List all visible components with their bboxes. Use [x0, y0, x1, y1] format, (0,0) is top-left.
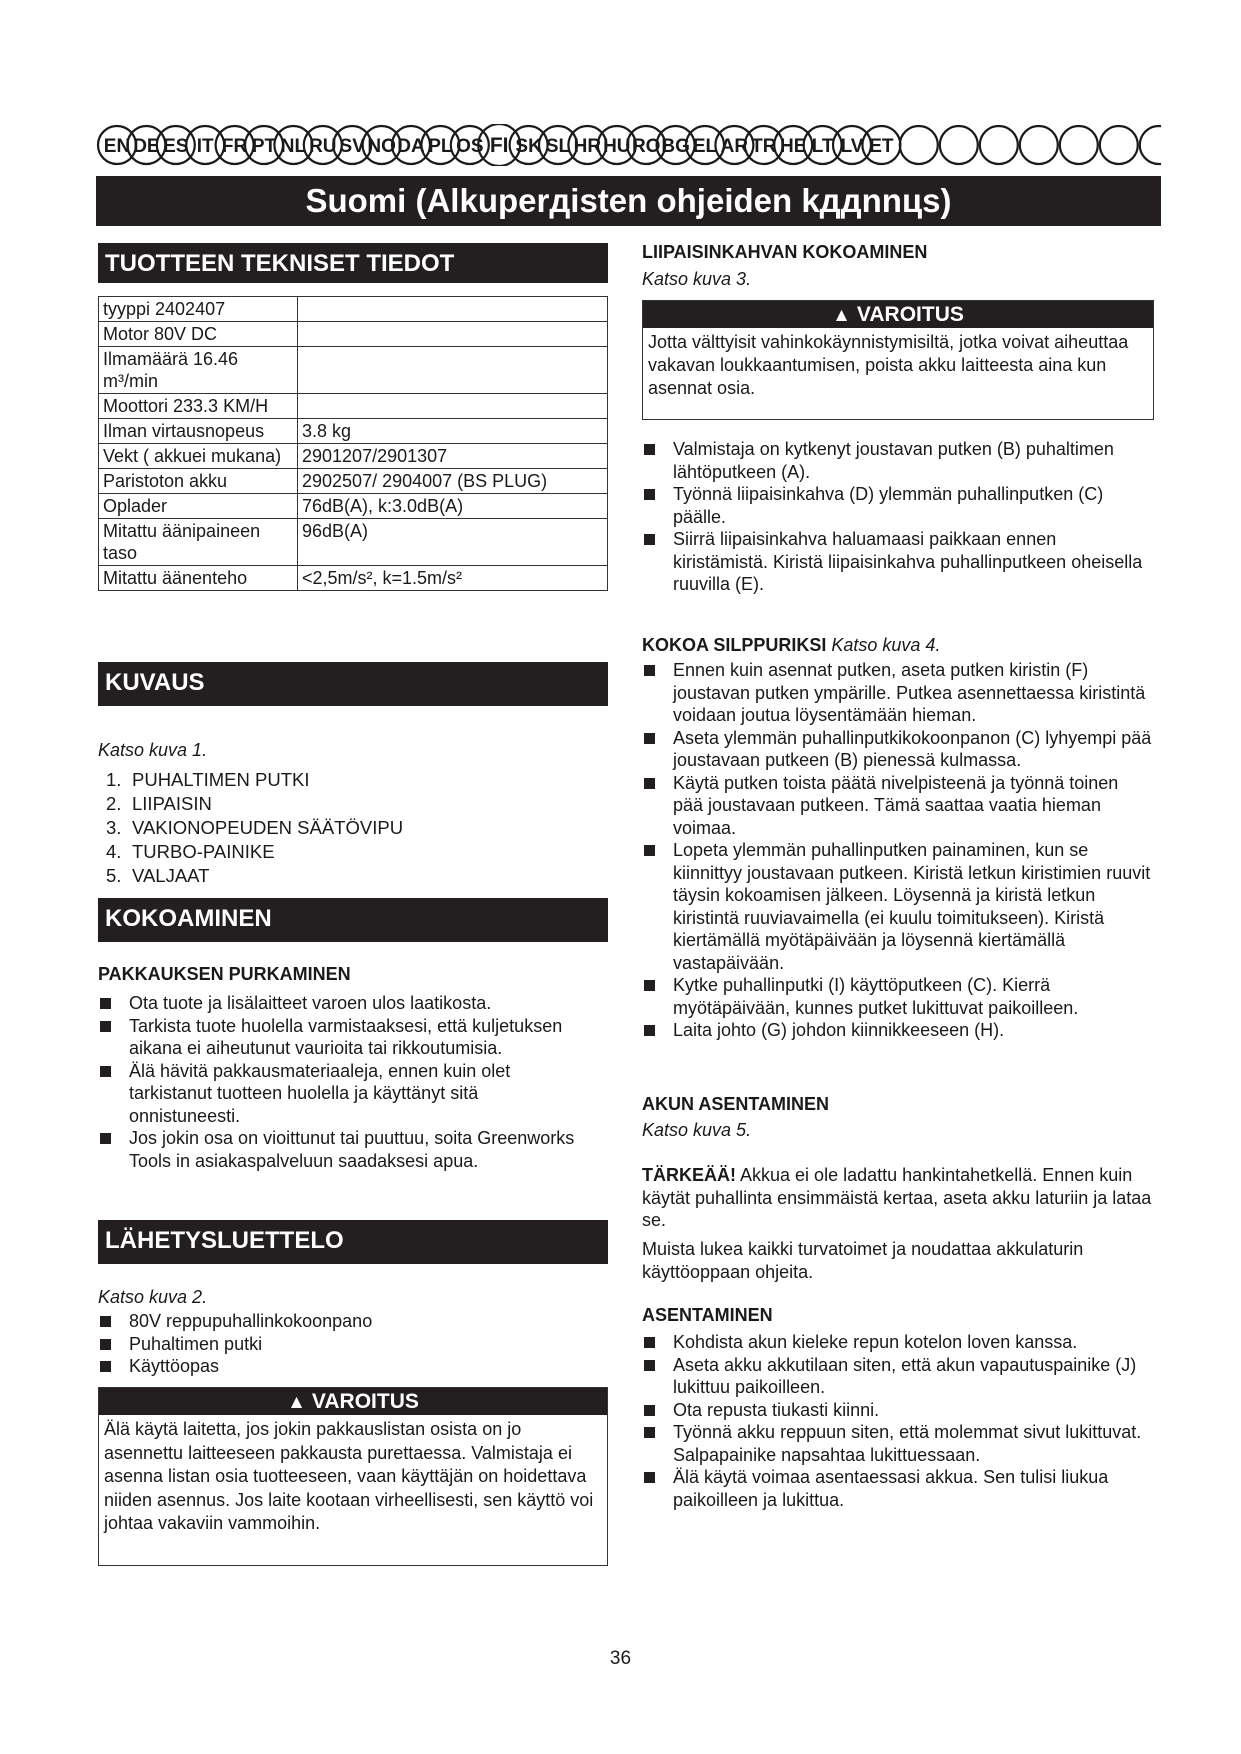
part-item	[98, 864, 598, 888]
language-label: DE	[133, 136, 160, 157]
language-selector	[96, 124, 1161, 166]
part-name: TURBO-PAINIKE	[132, 841, 275, 862]
shredder-heading: KOKOA SILPPURIKSI	[642, 635, 827, 655]
section-heading-lahetys: LÄHETYSLUETTELO	[98, 1220, 608, 1264]
warning-header	[643, 301, 1153, 328]
spec-label: Mitattu äänipaineen taso	[99, 519, 298, 566]
section-heading-kuvaus: KUVAUS	[98, 662, 608, 706]
asentaminen-item: Työnnä akku reppuun siten, että molemmat sivut lukittuvat. Salpapainike napsahtaa lukittuessaan.	[642, 1421, 1152, 1466]
language-label: SV	[339, 136, 365, 157]
spec-label: Vekt ( akkuei mukana)	[99, 444, 298, 469]
warning-title: VAROITUS	[856, 303, 964, 326]
spec-label: Ilmamäärä 16.46 m³/min	[99, 347, 298, 394]
part-item	[98, 816, 598, 840]
language-label: LV	[840, 136, 864, 157]
language-label: HR	[573, 136, 602, 157]
spec-value	[298, 297, 608, 322]
language-label: RO	[631, 136, 661, 157]
specs-row	[99, 469, 608, 494]
parts-list	[98, 768, 598, 888]
section-heading-specs: TUOTTEEN TEKNISET TIEDOT	[98, 243, 608, 283]
sub-heading-unpacking: PAKKAUKSEN PURKAMINEN	[98, 964, 351, 984]
language-label: RU	[309, 136, 337, 157]
part-number: 3.	[106, 817, 122, 838]
specs-row	[99, 347, 608, 394]
kokoaminen-item: Ota tuote ja lisälaitteet varoen ulos laatikosta.	[98, 992, 583, 1015]
warning-header	[99, 1388, 607, 1415]
language-label: IT	[196, 136, 214, 157]
sub-heading-trigger: LIIPAISINKAHVAN KOKOAMINEN	[642, 242, 928, 262]
language-circle-empty	[900, 126, 938, 164]
part-item	[98, 768, 598, 792]
language-label: FR	[221, 136, 248, 157]
specs-row	[99, 444, 608, 469]
asentaminen-item: Kohdista akun kieleke repun kotelon loven kanssa.	[642, 1331, 1152, 1354]
figure-ref-4: Katso kuva 4.	[831, 635, 941, 655]
silppuri-item: Lopeta ylemmän puhallinputken painaminen, kun se kiinnittyy joustavaan putkeen. Kiristä letkun kiristimien ruuvit täysin kokoamisen jälkeen. Löysennä ja kiristä letkun kiristintä ruuviavaimella (ei kuulu toimitukseen). Kiristä kiertämällä myötäpäivään ja löysennä kiertämällä vastapäivään.	[642, 839, 1152, 974]
specs-row	[99, 394, 608, 419]
sub-heading-install: ASENTAMINEN	[642, 1305, 773, 1325]
asentaminen-item: Älä käytä voimaa asentaessasi akkua. Sen tulisi liukua paikoilleen ja lukittua.	[642, 1466, 1152, 1511]
warning-triangle-icon: ▲	[832, 305, 851, 326]
spec-label: tyyppi 2402407	[99, 297, 298, 322]
silppuri-item: Kytke puhallinputki (I) käyttöputkeen (C). Kierrä myötäpäivään, kunnes putket lukittuvat paikoilleen.	[642, 974, 1152, 1019]
specs-row	[99, 322, 608, 347]
language-label: PL	[428, 136, 453, 157]
language-label: ES	[163, 136, 189, 157]
language-label: DA	[397, 136, 425, 157]
page-number: 36	[609, 1648, 632, 1669]
spec-label: Oplader	[99, 494, 298, 519]
shredder-steps-list	[642, 659, 1152, 1042]
part-name: VAKIONOPEUDEN SÄÄTÖVIPU	[132, 817, 404, 838]
packing-list	[98, 1310, 583, 1378]
spec-value	[298, 394, 608, 419]
silppuri-item: Aseta ylemmän puhallinputkikokoonpanon (C) lyhyempi pää joustavaan putkeen (B) pienessä kulmassa.	[642, 727, 1152, 772]
spec-value: 76dB(A), k:3.0dB(A)	[298, 494, 608, 519]
warning-text: Jotta välttyisit vahinkokäynnistymisiltä, jotka voivat aiheuttaa vakavan loukkaantumisen, poista akku laitteesta aina kun asennat osia.	[648, 332, 1129, 398]
language-label: HU	[603, 136, 631, 157]
section-heading-kokoaminen: KOKOAMINEN	[98, 898, 608, 942]
part-number: 4.	[106, 841, 122, 862]
spec-value: 96dB(A)	[298, 519, 608, 566]
language-label: AR	[720, 136, 749, 157]
spec-label: Paristoton akku	[99, 469, 298, 494]
warning-title: VAROITUS	[311, 1390, 419, 1413]
language-label: SL	[545, 136, 571, 157]
silppuri-item: Laita johto (G) johdon kiinnikkeeseen (H).	[642, 1019, 1152, 1042]
specs-row	[99, 519, 608, 566]
part-number: 1.	[106, 769, 122, 790]
liipaisin-item: Valmistaja on kytkenyt joustavan putken (B) puhaltimen lähtöputkeen (A).	[642, 438, 1152, 483]
figure-ref-1: Katso kuva 1.	[98, 740, 208, 760]
charger-note: Muista lukea kaikki turvatoimet ja noudattaa akkulaturin käyttöoppaan ohjeita.	[642, 1239, 1084, 1282]
silppuri-item: Ennen kuin asennat putken, aseta putken kiristin (F) joustavan putken ympärille. Putkea asennettaessa kiristintä voidaan joutua löysentämään hieman.	[642, 659, 1152, 727]
asentaminen-item: Ota repusta tiukasti kiinni.	[642, 1399, 1152, 1422]
language-label: PT	[251, 136, 277, 157]
language-label: ET	[869, 136, 894, 157]
sub-heading-battery: AKUN ASENTAMINEN	[642, 1094, 829, 1114]
language-bar	[96, 124, 1161, 166]
language-circle-empty	[980, 126, 1018, 164]
unpacking-list	[98, 992, 583, 1172]
install-steps-list	[642, 1331, 1152, 1511]
specs-row	[99, 419, 608, 444]
warning-text: Älä käytä laitetta, jos jokin pakkauslistan osista on jo asennettu laitteeseen pakkausta purettaessa. Valmistaja ei asenna listan osia tuotteeseen, vaan käyttäjän on hoidettava niiden asennus. Jos laite kootaan virheellisesti, sen käyttö voi johtaa vakaviin vammoihin.	[104, 1419, 594, 1533]
important-paragraph	[642, 1164, 1152, 1232]
part-number: 5.	[106, 865, 122, 886]
spec-value: 2901207/2901307	[298, 444, 608, 469]
specs-row	[99, 297, 608, 322]
sub-heading-shredder	[642, 634, 940, 657]
important-label: TÄRKEÄÄ!	[642, 1165, 736, 1185]
language-circle-empty	[1020, 126, 1058, 164]
kokoaminen-item: Jos jokin osa on vioittunut tai puuttuu, soita Greenworks Tools in asiakaspalveluun saadaksesi apua.	[98, 1127, 583, 1172]
figure-ref-5: Katso kuva 5.	[642, 1120, 752, 1140]
figure-ref-3: Katso kuva 3.	[642, 269, 752, 289]
specs-row	[99, 494, 608, 519]
asentaminen-item: Aseta akku akkutilaan siten, että akun vapautuspainike (J) lukittuu paikoilleen.	[642, 1354, 1152, 1399]
important-text: Akkua ei ole ladattu hankintahetkellä. Ennen kuin käytät puhallinta ensimmäistä kertaa, aseta akku laturiin ja lataa se.	[642, 1165, 1152, 1230]
spec-label: Moottori 233.3 KM/H	[99, 394, 298, 419]
lahetys-item: Käyttöopas	[98, 1355, 583, 1378]
warning-box-packing	[98, 1387, 608, 1566]
spec-value	[298, 322, 608, 347]
spec-label: Motor 80V DC	[99, 322, 298, 347]
language-circle-empty	[1100, 126, 1138, 164]
spec-value: 3.8 kg	[298, 419, 608, 444]
spec-value: 2902507/ 2904007 (BS PLUG)	[298, 469, 608, 494]
part-item	[98, 840, 598, 864]
trigger-steps-list	[642, 438, 1152, 596]
page-title: Suomi (Alkuperдisten ohjeiden kддnnцs)	[96, 176, 1161, 226]
specs-row	[99, 566, 608, 591]
lahetys-item: Puhaltimen putki	[98, 1333, 583, 1356]
part-name: LIIPAISIN	[132, 793, 212, 814]
language-label: NO	[367, 136, 396, 157]
specs-table	[98, 296, 608, 591]
lahetys-item: 80V reppupuhallinkokoonpano	[98, 1310, 583, 1333]
part-name: VALJAAT	[132, 865, 210, 886]
warning-triangle-icon: ▲	[287, 1392, 306, 1413]
language-label: SK	[515, 136, 542, 157]
kokoaminen-item: Tarkista tuote huolella varmistaaksesi, että kuljetuksen aikana ei aiheutunut vaurioita tai rikkoutumisia.	[98, 1015, 583, 1060]
silppuri-item: Käytä putken toista päätä nivelpisteenä ja työnnä toinen pää joustavaan putkeen. Tämä saattaa vaatia hieman voimaa.	[642, 772, 1152, 840]
language-circle-empty	[1140, 126, 1161, 164]
language-label: TR	[751, 136, 777, 157]
kokoaminen-item: Älä hävitä pakkausmateriaaleja, ennen kuin olet tarkistanut tuotteen huolella ja käyttänyt sitä onnistuneesti.	[98, 1060, 583, 1128]
language-circle-empty	[940, 126, 978, 164]
spec-value	[298, 347, 608, 394]
part-item	[98, 792, 598, 816]
liipaisin-item: Siirrä liipaisinkahva haluamaasi paikkaan ennen kiristämistä. Kiristä liipaisinkahva puhallinputkeen oheisella ruuvilla (E).	[642, 528, 1152, 596]
spec-value: <2,5m/s², k=1.5m/s²	[298, 566, 608, 591]
liipaisin-item: Työnnä liipaisinkahva (D) ylemmän puhallinputken (C) päälle.	[642, 483, 1152, 528]
spec-label: Ilman virtausnopeus	[99, 419, 298, 444]
language-label: EL	[692, 136, 718, 157]
language-label: BG	[661, 136, 690, 157]
figure-ref-2: Katso kuva 2.	[98, 1287, 208, 1307]
language-label: FI	[489, 134, 509, 157]
language-label: HE	[779, 136, 807, 157]
language-label: LT	[811, 136, 834, 157]
language-label: NL	[280, 136, 307, 157]
spec-label: Mitattu äänenteho	[99, 566, 298, 591]
language-label: EN	[103, 136, 131, 157]
language-label: OS	[456, 136, 484, 157]
warning-box-trigger	[642, 300, 1154, 420]
part-number: 2.	[106, 793, 122, 814]
part-name: PUHALTIMEN PUTKI	[132, 769, 310, 790]
language-circle-empty	[1060, 126, 1098, 164]
